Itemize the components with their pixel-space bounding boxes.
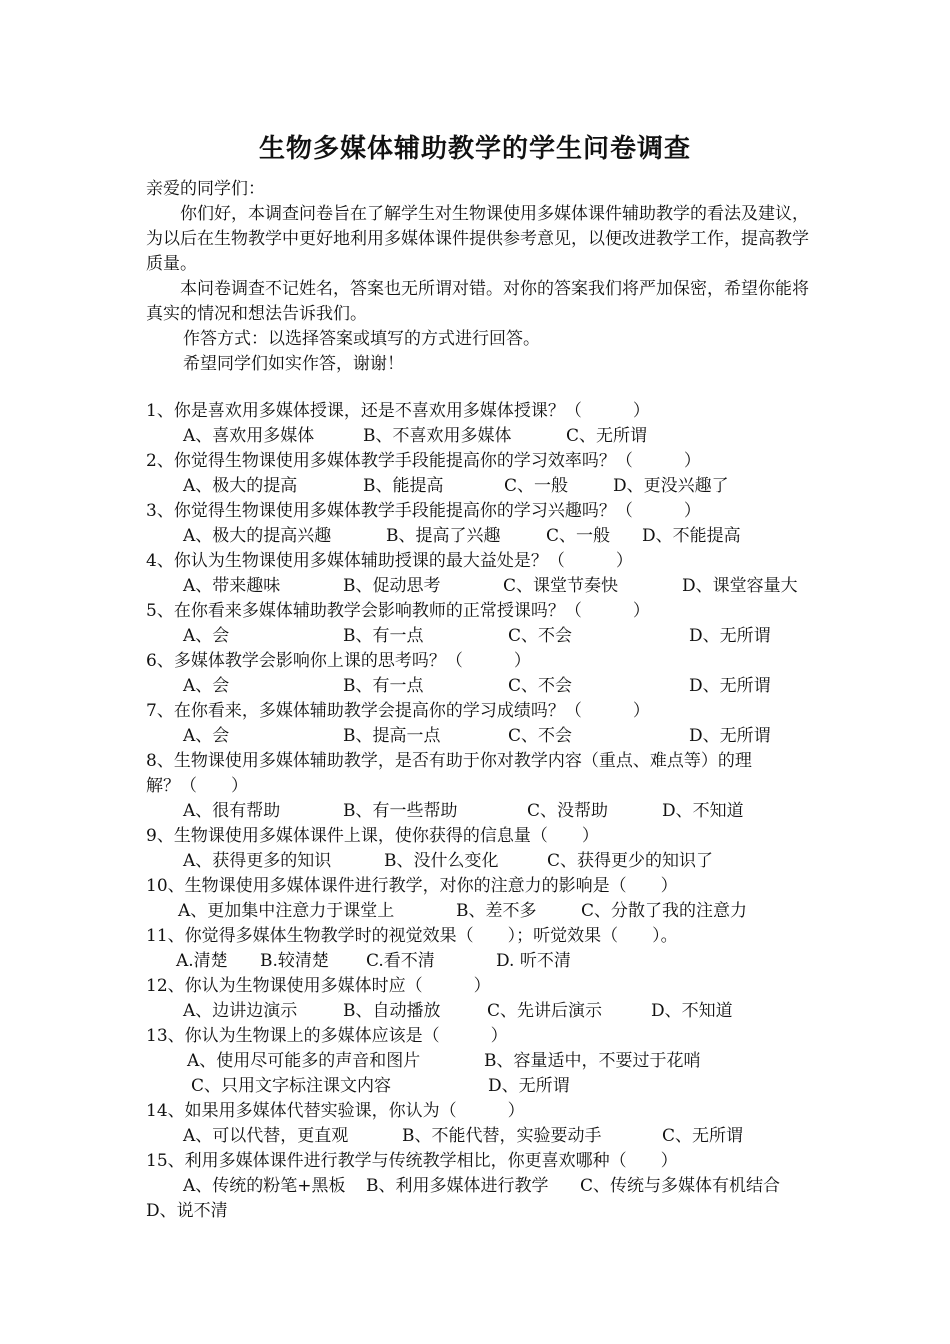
intro-paragraph-2: 本问卷调查不记姓名，答案也无所谓对错。对你的答案我们将严加保密，希望你能将真实的情况和想法告诉我们。 bbox=[146, 279, 809, 324]
option-b[interactable]: B、没什么变化 bbox=[384, 851, 499, 871]
option-a[interactable]: A、极大的提高 bbox=[183, 476, 298, 496]
option-a[interactable]: A、边讲边演示 bbox=[183, 1001, 298, 1021]
option-d[interactable]: D. 听不清 bbox=[496, 951, 571, 971]
option-c[interactable]: C、传统与多媒体有机结合 bbox=[580, 1176, 781, 1196]
option-b[interactable]: B、不能代替，实验要动手 bbox=[402, 1126, 602, 1146]
option-b[interactable]: B、不喜欢用多媒体 bbox=[363, 426, 512, 446]
option-a[interactable]: A、带来趣味 bbox=[183, 576, 281, 596]
greeting: 亲爱的同学们： bbox=[146, 179, 265, 199]
question-14: 14、如果用多媒体代替实验课，你认为（ ） bbox=[146, 1101, 525, 1121]
option-b[interactable]: B、有一些帮助 bbox=[343, 801, 458, 821]
question-1: 1、你是喜欢用多媒体授课，还是不喜欢用多媒体授课？（ ） bbox=[146, 401, 650, 421]
option-c[interactable]: C、不会 bbox=[508, 726, 573, 746]
option-d[interactable]: D、无所谓 bbox=[689, 726, 771, 746]
option-b[interactable]: B、促动思考 bbox=[343, 576, 441, 596]
question-7: 7、在你看来，多媒体辅助教学会提高你的学习成绩吗？（ ） bbox=[146, 701, 650, 721]
option-c[interactable]: C、没帮助 bbox=[527, 801, 609, 821]
option-c[interactable]: C、无所谓 bbox=[566, 426, 648, 446]
option-b[interactable]: B、能提高 bbox=[363, 476, 444, 496]
intro-paragraph-1: 你们好，本调查问卷旨在了解学生对生物课使用多媒体课件辅助教学的看法及建议，为以后在生物教学中更好地利用多媒体课件提供参考意见，以便改进教学工作，提高教学质量。 bbox=[146, 204, 809, 274]
option-d[interactable]: D、说不清 bbox=[146, 1201, 228, 1221]
option-b[interactable]: B、有一点 bbox=[343, 626, 424, 646]
question-13: 13、你认为生物课上的多媒体应该是（ ） bbox=[146, 1026, 508, 1046]
option-a[interactable]: A、会 bbox=[183, 626, 230, 646]
option-b[interactable]: B、自动播放 bbox=[343, 1001, 441, 1021]
option-b[interactable]: B、提高一点 bbox=[343, 726, 441, 746]
option-b[interactable]: B、利用多媒体进行教学 bbox=[366, 1176, 549, 1196]
question-15: 15、利用多媒体课件进行教学与传统教学相比，你更喜欢哪种（ ） bbox=[146, 1151, 678, 1171]
question-12: 12、你认为生物课使用多媒体时应（ ） bbox=[146, 976, 491, 996]
option-c[interactable]: C、分散了我的注意力 bbox=[581, 901, 748, 921]
option-d[interactable]: D、更没兴趣了 bbox=[613, 476, 729, 496]
option-c[interactable]: C、课堂节奏快 bbox=[503, 576, 619, 596]
page-title: 生物多媒体辅助教学的学生问卷调查 bbox=[258, 134, 691, 164]
option-c[interactable]: C、一般 bbox=[546, 526, 611, 546]
option-a[interactable]: A、很有帮助 bbox=[183, 801, 281, 821]
option-b[interactable]: B、有一点 bbox=[343, 676, 424, 696]
option-d[interactable]: D、不知道 bbox=[651, 1001, 733, 1021]
question-5: 5、在你看来多媒体辅助教学会影响教师的正常授课吗？（ ） bbox=[146, 601, 650, 621]
option-a[interactable]: A.清楚 bbox=[176, 951, 228, 971]
option-d[interactable]: D、不知道 bbox=[662, 801, 744, 821]
option-b[interactable]: B、差不多 bbox=[456, 901, 537, 921]
option-c[interactable]: C、无所谓 bbox=[662, 1126, 744, 1146]
option-d[interactable]: D、无所谓 bbox=[689, 676, 771, 696]
question-2: 2、你觉得生物课使用多媒体教学手段能提高你的学习效率吗？（ ） bbox=[146, 451, 701, 471]
question-6: 6、多媒体教学会影响你上课的思考吗？（ ） bbox=[146, 651, 531, 671]
option-b[interactable]: B.较清楚 bbox=[260, 951, 329, 971]
option-d[interactable]: D、课堂容量大 bbox=[682, 576, 798, 596]
option-a[interactable]: A、使用尽可能多的声音和图片 bbox=[187, 1051, 421, 1071]
option-d[interactable]: D、无所谓 bbox=[689, 626, 771, 646]
option-a[interactable]: A、极大的提高兴趣 bbox=[183, 526, 332, 546]
question-9: 9、生物课使用多媒体课件上课，使你获得的信息量（ ） bbox=[146, 826, 599, 846]
option-c[interactable]: C、先讲后演示 bbox=[487, 1001, 603, 1021]
option-a[interactable]: A、更加集中注意力于课堂上 bbox=[178, 901, 395, 921]
option-c[interactable]: C、获得更少的知识了 bbox=[547, 851, 714, 871]
option-a[interactable]: A、喜欢用多媒体 bbox=[183, 426, 315, 446]
option-c[interactable]: C、一般 bbox=[504, 476, 569, 496]
question-3: 3、你觉得生物课使用多媒体教学手段能提高你的学习兴趣吗？（ ） bbox=[146, 501, 701, 521]
question-4: 4、你认为生物课使用多媒体辅助授课的最大益处是？（ ） bbox=[146, 551, 633, 571]
option-c[interactable]: C、不会 bbox=[508, 676, 573, 696]
option-c[interactable]: C、只用文字标注课文内容 bbox=[191, 1076, 392, 1096]
option-a[interactable]: A、可以代替，更直观 bbox=[183, 1126, 349, 1146]
option-a[interactable]: A、传统的粉笔+黑板 bbox=[183, 1176, 346, 1196]
question-10: 10、生物课使用多媒体课件进行教学，对你的注意力的影响是（ ） bbox=[146, 876, 678, 896]
option-c[interactable]: C.看不清 bbox=[366, 951, 435, 971]
answer-method: 作答方式：以选择答案或填写的方式进行回答。 bbox=[183, 329, 540, 349]
option-d[interactable]: D、不能提高 bbox=[642, 526, 741, 546]
question-8-continued: 解？（ ） bbox=[146, 776, 248, 796]
option-d[interactable]: D、无所谓 bbox=[488, 1076, 570, 1096]
question-8: 8、生物课使用多媒体辅助教学，是否有助于你对教学内容（重点、难点等）的理 bbox=[146, 751, 752, 771]
option-b[interactable]: B、提高了兴趣 bbox=[386, 526, 501, 546]
option-a[interactable]: A、获得更多的知识 bbox=[183, 851, 332, 871]
option-b[interactable]: B、容量适中，不要过于花哨 bbox=[484, 1051, 701, 1071]
option-c[interactable]: C、不会 bbox=[508, 626, 573, 646]
option-a[interactable]: A、会 bbox=[183, 726, 230, 746]
question-11: 11、你觉得多媒体生物教学时的视觉效果（ ）；听觉效果（ ）。 bbox=[146, 926, 678, 946]
closing-note: 希望同学们如实作答，谢谢！ bbox=[183, 354, 404, 374]
option-a[interactable]: A、会 bbox=[183, 676, 230, 696]
